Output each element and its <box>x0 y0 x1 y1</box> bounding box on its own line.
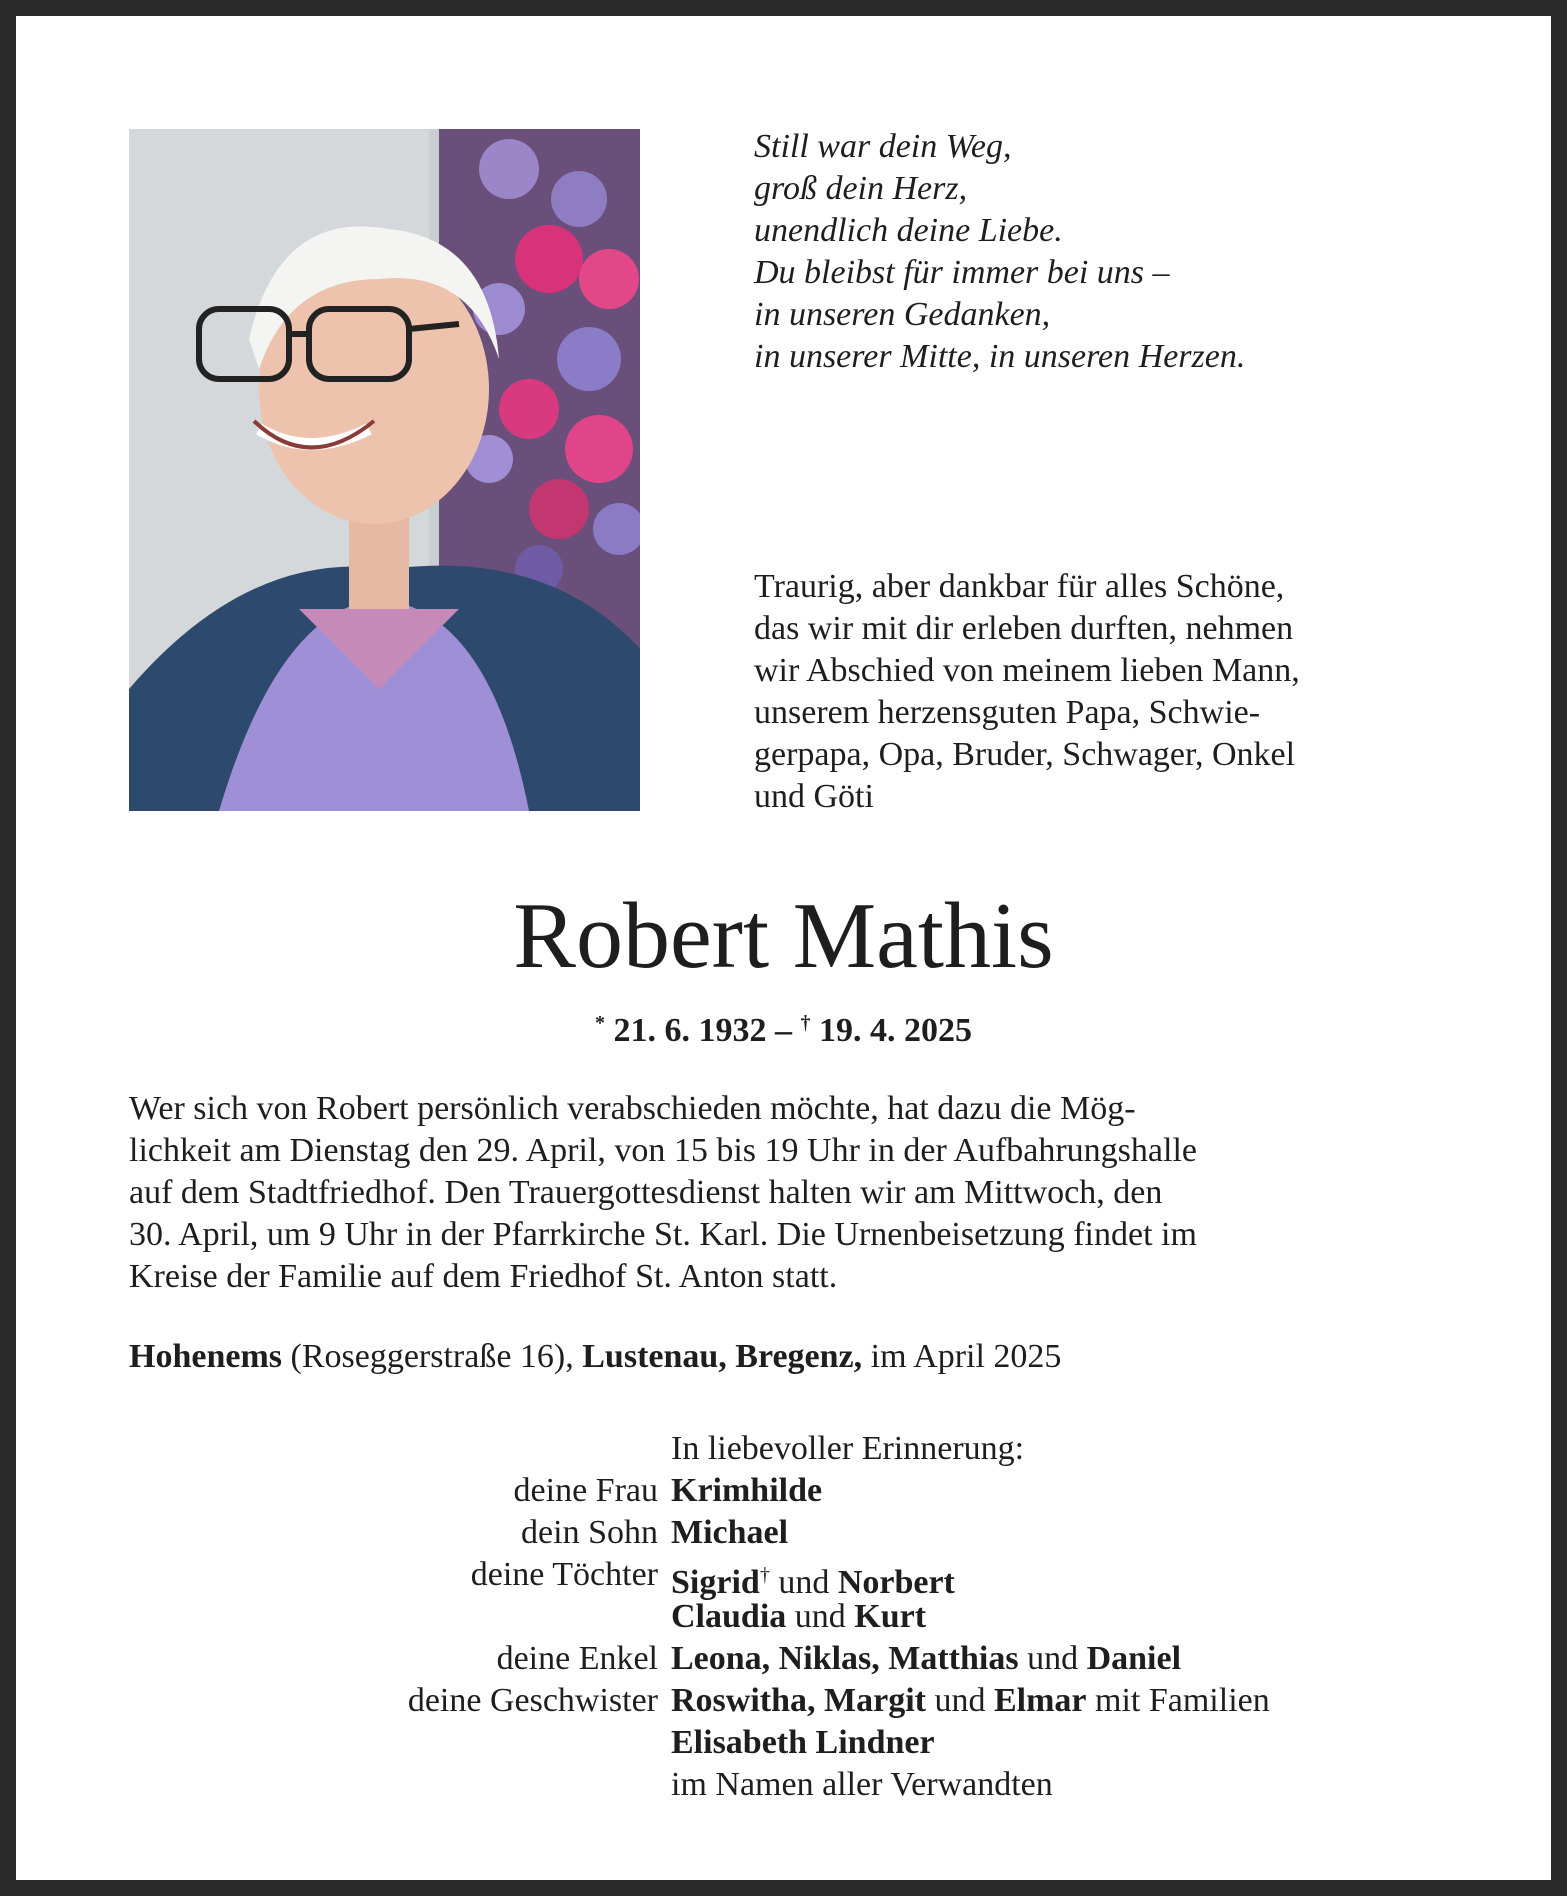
death-symbol: † <box>800 1012 811 1034</box>
family-row-daughters-2 <box>16 1596 1551 1638</box>
family-row-relative <box>16 1722 1551 1764</box>
family-names: Elisabeth Lindner <box>671 1724 935 1761</box>
memory-heading: In liebevoller Erinnerung: <box>671 1430 1025 1467</box>
deceased-name: Robert Mathis <box>513 884 1054 988</box>
town-hohenems: Hohenems <box>129 1338 282 1375</box>
birth-symbol: * <box>595 1012 605 1034</box>
family-names <box>671 1638 1181 1680</box>
intro-line: Traurig, aber dankbar für alles Schöne, <box>754 568 1285 605</box>
details-line: auf dem Stadtfriedhof. Den Trauergottesdienst halten wir am Mittwoch, den <box>129 1174 1163 1211</box>
family-names: Krimhilde <box>671 1472 823 1509</box>
relation-label: dein Sohn <box>521 1514 658 1551</box>
details-line: lichkeit am Dienstag den 29. April, von 15 bis 19 Uhr in der Aufbahrungshalle <box>129 1132 1197 1169</box>
family-row-grandchildren <box>16 1638 1551 1680</box>
conjunction: und <box>925 1682 994 1719</box>
intro-line: gerpapa, Opa, Bruder, Schwager, Onkel <box>754 736 1296 773</box>
partner-name: Kurt <box>854 1598 927 1635</box>
daughter-name: Claudia <box>671 1598 787 1635</box>
poem <box>754 126 1474 378</box>
address: (Roseggerstraße 16), <box>282 1338 583 1375</box>
relation-label: deine Töchter <box>470 1556 658 1593</box>
portrait-illustration <box>129 129 640 811</box>
intro-line: und Göti <box>754 778 874 815</box>
family-closing: im Namen aller Verwandten <box>671 1766 1053 1803</box>
poem-line: in unserer Mitte, in unseren Herzen. <box>754 338 1246 375</box>
poem-line: Still war dein Weg, <box>754 128 1012 165</box>
details-line: Wer sich von Robert persönlich verabschieden möchte, hat dazu die Mög- <box>129 1090 1136 1127</box>
intro-text <box>754 566 1452 818</box>
intro-line: das wir mit dir erleben durften, nehmen <box>754 610 1294 647</box>
family-names <box>671 1680 1270 1722</box>
conjunction: und <box>769 1564 838 1601</box>
family-list <box>16 1470 1551 1806</box>
family-row-son <box>16 1512 1551 1554</box>
grandchild-name: Daniel <box>1086 1640 1182 1677</box>
daughter-name: Sigrid <box>671 1564 760 1601</box>
family-row-siblings <box>16 1680 1551 1722</box>
family-names <box>671 1596 926 1638</box>
deceased-cross: † <box>759 1564 770 1586</box>
details-line: Kreise der Familie auf dem Friedhof St. Anton statt. <box>129 1258 838 1295</box>
sibling-names: Roswitha, Margit <box>671 1682 926 1719</box>
family-row-wife <box>16 1470 1551 1512</box>
towns-lustenau-bregenz: Lustenau, Bregenz, <box>582 1338 863 1375</box>
relation-label: deine Frau <box>513 1472 658 1509</box>
details-line: 30. April, um 9 Uhr in der Pfarrkirche St. Karl. Die Urnenbeisetzung findet im <box>129 1216 1197 1253</box>
birth-date: 21. 6. 1932 <box>613 1012 767 1049</box>
relation-label: deine Geschwister <box>407 1682 658 1719</box>
grandchildren-names: Leona, Niklas, Matthias <box>671 1640 1019 1677</box>
poem-line: unendlich deine Liebe. <box>754 212 1063 249</box>
life-dates <box>16 1001 1551 1053</box>
portrait-photo <box>129 129 640 811</box>
family-row-daughters <box>16 1554 1551 1601</box>
place-date-line <box>129 1336 1479 1378</box>
obituary-page <box>16 16 1551 1880</box>
sibling-name: Elmar <box>993 1682 1087 1719</box>
family-row-all-relatives <box>16 1764 1551 1806</box>
funeral-details <box>129 1088 1452 1298</box>
conjunction: und <box>1018 1640 1087 1677</box>
relation-label: deine Enkel <box>496 1640 658 1677</box>
intro-line: wir Abschied von meinem lieben Mann, <box>754 652 1300 689</box>
date-dash: – <box>775 1012 792 1049</box>
with-families: mit Familien <box>1086 1682 1270 1719</box>
poem-line: groß dein Herz, <box>754 170 968 207</box>
partner-name: Norbert <box>837 1564 955 1601</box>
poem-line: in unseren Gedanken, <box>754 296 1051 333</box>
death-date: 19. 4. 2025 <box>819 1012 972 1049</box>
conjunction: und <box>786 1598 855 1635</box>
poem-line: Du bleibst für immer bei uns – <box>754 254 1170 291</box>
intro-line: unserem herzensguten Papa, Schwie- <box>754 694 1261 731</box>
month-year: im April 2025 <box>862 1338 1062 1375</box>
family-names: Michael <box>671 1514 789 1551</box>
